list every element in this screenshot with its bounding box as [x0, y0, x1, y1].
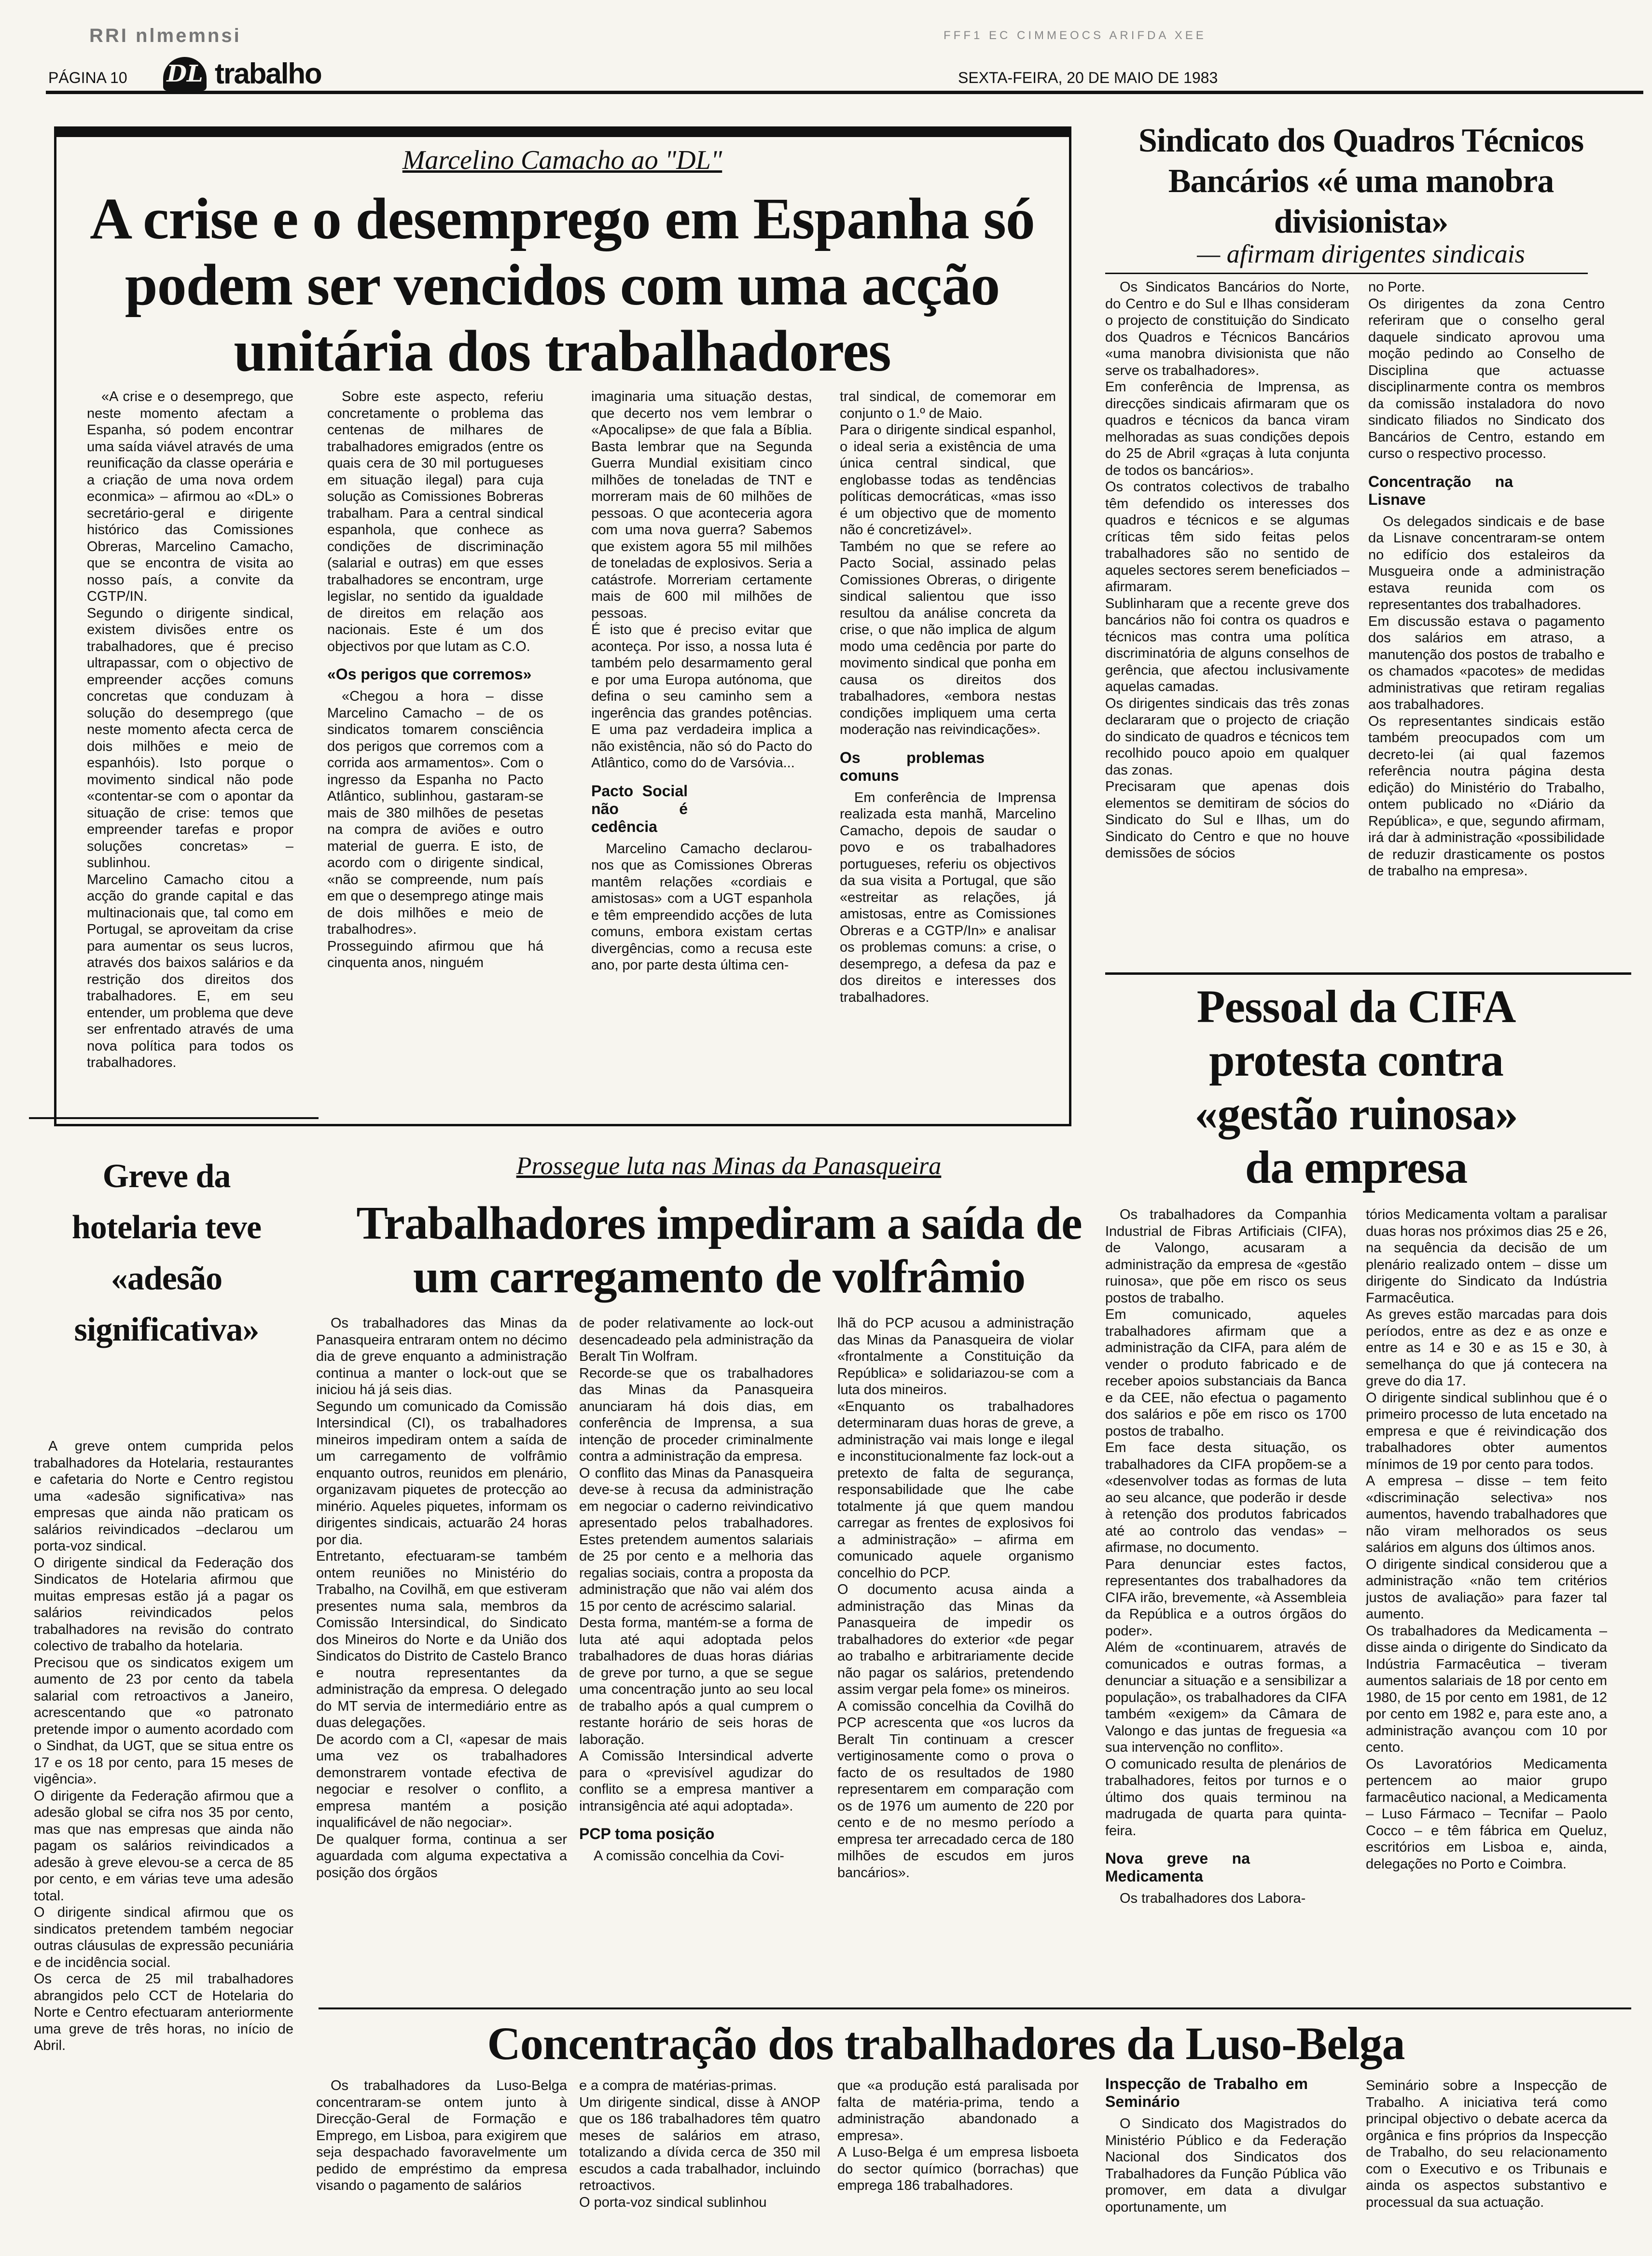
sindicato-subhead: — afirmam dirigentes sindicais [1197, 239, 1525, 268]
sindicato-headline: Sindicato dos Quadros Técnicos Bancários «é uma manobra divisionista» [1138, 122, 1584, 240]
lusobelga-col-3-text: que «a produção está paralisada por falta de matéria-prima, tendo a administração abandonado a empresa». A Luso-Belga é um empresa lisboeta do sector químico (borrachas) que emprega 186 trabalhadores. [837, 2078, 1079, 2193]
panasqueira-col-3 [837, 1315, 1074, 1991]
inspeccao-col-2-text: Seminário sobre a Inspecção de Trabalho. A iniciativa terá como principal objectivo o debate acerca da orgânica e fins próprios da Inspecção de Trabalho, do seu relacionamento com o Executivo e os Tribunais e ainda os aspectos substantivo e processual da sua actuação. [1366, 2078, 1607, 2210]
cifa-subhead-medicamenta: Nova greve na Medicamenta [1105, 1850, 1250, 1885]
top-strip-right: FFF1 EC CIMMEOCS ARIFDA XEE [944, 29, 1207, 42]
inspeccao-col-1-text: O Sindicato dos Magistrados do Ministério Público e da Federação Nacional dos Sindicatos dos Trabalhadores da Função Pública vão promover, em data a divulgar oportunamente, um [1105, 2116, 1347, 2215]
greve-top-rule [29, 1117, 319, 1119]
camacho-col-3 [591, 388, 812, 1103]
cifa-headline: Pessoal da CIFA protesta contra «gestão ruinosa» da empresa [1194, 981, 1518, 1193]
greve-headline: Greve da hotelaria teve «adesão significativa» [71, 1158, 262, 1348]
lusobelga-col-2 [579, 2077, 820, 2242]
inspeccao-subhead: Inspecção de Trabalho em Seminário [1105, 2075, 1308, 2110]
cifa-col-1-text-b: Os trabalhadores dos Labora- [1120, 1891, 1306, 1906]
panasqueira-col-2-text-a: de poder relativamente ao lock-out desencadeado pela administração da Beralt Tin Wolfram. Recorde-se que os trabalhadores das Minas da Panasqueira anunciaram há dois dias, em conferência de Imprensa, a sua intenção de proceder criminalmente contra a administração da empresa. O conflito das Minas da Panasqueira deve-se à recusa da administração em negociar o caderno reivindicativo apresentado pelos trabalhadores. Estes pretendem aumentos salariais de 25 por cento e a melhoria das regalias sociais, contra a proposta da administração que não vai além dos 15 por cento de acréscimo salarial. Desta forma, mantém-se a forma de luta até aqui adoptada pelos trabalhadores de duas horas diárias de greve por turno, a que se segue uma concentração junto ao seu local de trabalho após a qual cumprem o restante horário de seis horas de laboração. A Comissão Intersindical adverte para o «previsível agudizar do conflito se a empresa mantiver a intransigência até aqui adoptada». [579, 1315, 813, 1814]
panasqueira-col-2-text-b: A comissão concelhia da Covi- [594, 1848, 784, 1864]
camacho-headline: A crise e o desemprego em Espanha só podem ser vencidos com uma acção unitária dos trabalhadores [90, 186, 1035, 384]
sindicato-bottom-rule [1105, 972, 1631, 975]
lusobelga-col-3 [837, 2077, 1079, 2242]
sindicato-col-2 [1368, 279, 1605, 950]
panasqueira-col-1 [316, 1315, 567, 1991]
issue-date: SEXTA-FEIRA, 20 DE MAIO DE 1983 [958, 69, 1218, 86]
camacho-col-3-text-b: Marcelino Camacho declarou-nos que as Comissiones Obreras mantêm relações «cordiais e amistosas» com a UGT espanhola e têm empreendido acções de luta comuns, embora existam certas divergências, como a recusa este ano, por parte desta última cen- [591, 841, 812, 973]
camacho-col-3-text-a: imaginaria uma situação destas, que decerto nos vem lembrar o «Apocalipse» de que fala a Bíblia. Basta lembrar que na Segunda Guerra Mundial exisitiam cinco milhões de toneladas de TNT e morreram mais de 60 milhões de pessoas. O que aconteceria agora com uma nova guerra? Sabemos que existem agora 55 mil milhões de toneladas de explosivos. Seria a catástrofe. Morreriam certamente mais de 600 mil milhões de pessoas. É isto que é preciso evitar que aconteça. Por isso, a nossa luta é também pelo desarmamento geral e por uma Europa autónoma, que defina o seu caminho sem a ingerência das grandes potências. E uma paz verdadeira implica a não existência, não só do Pacto do Atlântico, como do de Varsóvia... [591, 389, 812, 771]
camacho-subhead-problemas: Os problemas comuns [840, 748, 985, 784]
camacho-col-1-text: «A crise e o desemprego, que neste momento afectam a Espanha, só podem encontrar uma saída viável através de uma reunificação da classe operária e a criação de uma nova ordem econmica» – afirmou ao «DL» o secretário-geral e dirigente histórico das Comissiones Obreras, Marcelino Camacho, que se encontra de visita ao nosso país, a convite da CGTP/IN. Segundo o dirigente sindical, existem divisões entre os trabalhadores, que é preciso ultrapassar, com o objectivo de empreender acções comuns concretas que conduzam à solução do desemprego (que neste momento afecta cerca de dois milhões e meio de espanhóis). Isto porque o movimento sindical não pode «contentar-se com o apontar da situação de crise: temos que empreender tarefas e propor soluções concretas» – sublinhou. Marcelino Camacho citou a acção do grande capital e das multinacionais que, tal como em Portugal, se aproveitam da crise para aumentar os seus lucros, através dos baixos salários e da restrição dos direitos dos trabalhadores. E, em seu entender, um problema que deve ser enfrentado através de uma nova política para todos os trabalhadores. [87, 389, 293, 1070]
lusobelga-col-2-text: e a compra de matérias-primas. Um dirigente sindical, disse à ANOP que os 186 trabalhadores têm quatro meses de salários em atraso, totalizando a dívida cerca de 350 mil escudos a cada trabalhador, incluindo retroactivos. O porta-voz sindical sublinhou [579, 2078, 820, 2210]
camacho-col-2 [327, 388, 543, 1103]
camacho-col-4-text-b: Em conferência de Imprensa realizada esta manhã, Marcelino Camacho, depois de saudar o povo e os trabalhadores portugueses, referiu os objectivos da sua visita a Portugal, que são «estreitar as relações, já amistosas, entre as Comissiones Obreras e a CGTP/In» e analisar os problemas comuns: a crise, o desemprego, a defesa da paz e dos direitos e interesses dos trabalhadores. [840, 789, 1056, 1005]
cifa-col-1 [1105, 1206, 1347, 1998]
panasqueira-col-2 [579, 1315, 813, 1991]
panasqueira-col-1-text: Os trabalhadores das Minas da Panasqueira entraram ontem no décimo dia de greve enquanto a administração continua a manter o lock-out que se iniciou há já seis dias. Segundo um comunicado da Comissão Intersindical (CI), os trabalhadores mineiros impediram ontem a saída de um carregamento de volfrâmio enquanto outros, reunidos em plenário, organizavam piquetes de protecção ao minério. Aqueles piquetes, informam os dirigentes sindicais, actuarão 24 horas por dia. Entretanto, efectuaram-se também ontem reuniões no Ministério do Trabalho, na Covilhã, em que estiveram presentes numa sala, membros da Comissão Intersindical, do Sindicato dos Mineiros do Norte e da União dos Sindicatos do Distrito de Castelo Branco e noutra representantes da administração da empresa. O delegado do MT servia de intermediário entre as duas delegações. De acordo com a CI, «apesar de mais uma vez os trabalhadores demonstrarem vontade efectiva de negociar e resolver o conflito, a empresa mantém a posição inqualificável de não negociar». De qualquer forma, continua a ser aguardada com alguma expectativa a posição dos órgãos [316, 1315, 567, 1881]
inspeccao-col-1 [1105, 2075, 1347, 2242]
lusobelga-headline: Concentração dos trabalhadores da Luso-Belga [487, 2018, 1405, 2069]
sindicato-col-1 [1105, 279, 1349, 950]
panasqueira-col-3-text: lhã do PCP acusou a administração das Minas da Panasqueira de violar «frontalmente a Constituição da República» e solidariazou-se com a luta dos mineiros. «Enquanto os trabalhadores determinaram duas horas de greve, a administração vai mais longe e ilegal e inconstitucionalmente faz lock-out a pretexto de falta de segurança, responsabilidade que lhe cabe totalmente já que quem mandou carregar as frentes de explosivos foi a administração» – afirma em comunicado aquele organismo concelhio do PCP. O documento acusa ainda a administração das Minas da Panasqueira de impedir os trabalhadores do exterior «de pegar ao trabalho e arbitrariamente decide não pagar os salários, pretendendo assim vergar pela fome» os mineiros. A comissão concelhia da Covilhã do PCP acrescenta que «os lucros da Beralt Tin continuam a crescer vertiginosamente como o prova o facto de os resultados de 1980 representarem em comparação com os de 1976 um aumento de 220 por cento e de no mesmo período a empresa ter arrecadado cerca de 180 milhões de escudos em juros bancários». [837, 1315, 1074, 1881]
greve-body-text: A greve ontem cumprida pelos trabalhadores da Hotelaria, restaurantes e cafetaria do Norte e Centro registou uma «adesão significativa» nas empresas que ainda não praticam os salários reivindicados –declarou um porta-voz sindical. O dirigente sindical da Federação dos Sindicatos de Hotelaria afirmou que muitas empresas estão já a pagar os salários reivindicados pelos trabalhadores na revisão do contrato colectivo de trabalho da hotelaria. Precisou que os sindicatos exigem um aumento de 23 por cento da tabela salarial com retroactivos a Janeiro, acrescentando que «o patronato pretende impor o aumento acordado com o Sindhat, da UGT, que se situa entre os 17 e os 18 por cento, para 15 meses de vigência». O dirigente da Federação afirmou que a adesão global se cifra nos 35 por cento, mas que nas empresas que ainda não pagam os salários reivindicados a adesão à greve elevou-se a cerca de 85 por cento, e em várias teve uma adesão total. O dirigente sindical afirmou que os sindicatos pretendem também negociar outras cláusulas de expressão pecuniária e de incidência social. Os cerca de 25 mil trabalhadores abrangidos pelo CCT de Hotelaria do Norte e Centro efectuaram anteriormente uma greve de três horas, no início de Abril. [34, 1439, 293, 2053]
top-strip-left: RRI nlmemnsi [89, 25, 241, 46]
page-number: PÁGINA 10 [48, 69, 127, 86]
dl-logo [163, 57, 207, 91]
camacho-col-2-text-a: Sobre este aspecto, referiu concretamente o problema das centenas de milhares de trabalhadores emigrados (entre os quais cera de 30 mil portugueses em situação ilegal) para cuja solução as Comissiones Bobreras trabalham. Para a central sindical espanhola, que conhece as condições de discriminação (salarial e outras) em que esses trabalhadores se encontram, urge legislar, no sentido da igualdade de direitos em relação aos nacionais. Este é um dos objectivos por que lutam as C.O. [327, 389, 543, 654]
sindicato-col-1-text: Os Sindicatos Bancários do Norte, do Centro e do Sul e Ilhas consideram o projecto de constituição do Sindicato dos Quadros e Técnicos Bancários «uma manobra divisionista que não serve os trabalhadores». Em conferência de Imprensa, as direcções sindicais afirmaram que os quadros e técnicos da banca viram melhoradas as suas condições depois do 25 de Abril «graças à luta conjunta de todos os bancários». Os contratos colectivos de trabalho têm defendido os interesses dos quadros e técnicos e se algumas críticas têm sido feitas pelos trabalhadores são no sentido de aqueles sectores serem beneficiados – afirmaram. Sublinharam que a recente greve dos bancários não foi contra os quadros e técnicos mas contra uma política discriminatória de alguns conselhos de gerência, que afectou inclusivamente aquelas camadas. Os dirigentes sindicais das três zonas declararam que o projecto de criação do sindicato de quadros e técnicos tem recolhido pouco apoio em qualquer das zonas. Precisaram que apenas dois elementos se demitiram de sócios do Sindicato do Sul e Ilhas, um do Sindicato do Centro e que no houve demissões de sócios [1105, 279, 1349, 861]
panasqueira-kicker: Prossegue luta nas Minas da Panasqueira [516, 1152, 942, 1180]
sindicato-col-2-text-a: no Porte. Os dirigentes da zona Centro referiram que o conselho geral daquele sindicato aprovou uma moção pedindo ao Conselho de Disciplina que actuasse disciplinarmente contra os membros da comissão instaladora do novo sindicato filiados no Sindicato dos Bancários de Centro, estando em curso o respectivo processo. [1368, 279, 1605, 461]
camacho-col-4-text-a: tral sindical, de comemorar em conjunto o 1.º de Maio. Para o dirigente sindical espanhol, o ideal seria a existência de uma única central sindical, que englobasse todas as tendências políticas democráticas, «mas isso é um objectivo que de momento não é concretizável». Também no que se refere ao Pacto Social, assinado pelas Comissiones Obreras, o dirigente sindical salientou que isso resultou da análise concreta da crise, o que não implica de algum modo uma cedência por parte do movimento sindical que ponha em causa os direitos dos trabalhadores, «embora nestas condições impliquem uma certa moderação nas reivindicações». [840, 389, 1056, 737]
inspeccao-col-2 [1366, 2077, 1607, 2242]
panasqueira-subhead-pcp: PCP toma posição [579, 1825, 715, 1842]
camacho-col-2-text-b: «Chegou a hora – disse Marcelino Camacho – de os sindicatos tomarem consciência dos perigos que corremos com a corrida aos armamentos». Com o ingresso da Espanha no Pacto Atlântico, sublinhou, gastaram-se mais de 380 milhões de pesetas na compra de aviões e outro material de guerra. E isto, de acordo com o dirigente sindical, «não se compreende, num país em que o desemprego atinge mais de dois milhões e meio de trabalhodres». Prosseguindo afirmou que há cinquenta anos, ninguém [327, 689, 543, 970]
camacho-subhead-perigos: «Os perigos que corremos» [327, 665, 532, 683]
lusobelga-col-1-text: Os trabalhadores da Luso-Belga concentraram-se ontem junto à Direcção-Geral de Formação e Emprego, em Lisboa, para exigirem que seja despachado favoravelmente um pedido de empréstimo da empresa visando o pagamento de salários [316, 2078, 567, 2193]
camacho-kicker: Marcelino Camacho ao "DL" [402, 145, 722, 175]
camacho-subhead-pacto: Pacto Social não é cedência [591, 782, 688, 835]
panasqueira-headline: Trabalhadores impediram a saída de um carregamento de volfrâmio [356, 1197, 1082, 1303]
masthead-rule [46, 91, 1643, 94]
dl-logo-letters: DL [167, 60, 203, 87]
section-title: trabalho [215, 57, 321, 90]
cifa-col-2-text: tórios Medicamenta voltam a paralisar duas horas nos próximos dias 25 e 26, na sequência da decisão de um plenário realizado ontem – disse um dirigente do Sindicato da Indústria Farmacêutica. As greves estão marcadas para dois períodos, entre as dez e as onze e entre as 14 e 30 e as 15 e 30, à semelhança do que já contecera na greve do dia 17. O dirigente sindical sublinhou que é o primeiro processo de luta encetado na empresa e que é reivindicação dos trabalhadores obter aumentos mínimos de 19 por cento para todos. A empresa – disse – tem feito «discriminação selectiva» nos aumentos, havendo trabalhadores que não viram melhorados os seus salários em alguns dos últimos anos. O dirigente sindical considerou que a administração «não tem critérios justos de avaliação» para fazer tal aumento. Os trabalhadores da Medicamenta – disse ainda o dirigente do Sindicato da Indústria Farmacêutica – tiveram aumentos salariais de 18 por cento em 1980, de 15 por cento em 1981, de 12 por cento em 1982 e, para este ano, a administração avançou com 10 por cento. Os Lavoratórios Medicamenta pertencem ao maior grupo farmacêutico nacional, a Medicamenta – Luso Fármaco – Tecnifar – Paolo Cocco – e têm fábrica em Queluz, escritórios em Lisboa e, ainda, delegações no Porto e Coimbra. [1366, 1207, 1607, 1872]
camacho-col-1 [87, 388, 293, 1103]
sindicato-top-rule [1105, 273, 1588, 274]
greve-body [34, 1438, 293, 2229]
camacho-col-4 [840, 388, 1056, 1103]
cifa-col-1-text-a: Os trabalhadores da Companhia Industrial de Fibras Artificiais (CIFA), de Valongo, acusaram a administração da empresa de «gestão ruinosa», que põe em risco os seus postos de trabalho. Em comunicado, aqueles trabalhadores afirmam que a administração da CIFA, para além de vender o produto fabricado e de receber apoios substanciais da Banca e da CEE, não efectua o pagamento dos salários e põe em risco os 1700 postos de trabalho. Em face desta situação, os trabalhadores da CIFA propõem-se a «desenvolver todas as formas de luta ao seu alcance, que poderão ir desde à retenção dos produtos fabricados até ao controlo das vendas» – afirmase, no documento. Para denunciar estes factos, representantes dos trabalhadores da CIFA irão, brevemente, «à Assembleia da República e a outros órgãos do poder». Além de «continuarem, através de comunicados e outras formas, a denunciar a situação e a sensibilizar a população», os trabalhadores da CIFA também «exigem» da Câmara de Valongo e das juntas de freguesia «a sua intervenção no conflito». O comunicado resulta de plenários de trabalhadores, feitos por turnos e o último dos quais terminou na madrugada de quarta para quinta-feira. [1105, 1207, 1347, 1839]
sindicato-col-2-text-b: Os delegados sindicais e de base da Lisnave concentraram-se ontem no edifício dos estaleiros da Musgueira onde a administração estava reunida com os representantes dos trabalhadores. Em discussão estava o pagamento dos salários em atraso, a manutenção dos postos de trabalho e os chamados «pacotes» de medidas administrativas que retiram regalias aos trabalhadores. Os representantes sindicais estão também preocupados com um decreto-lei (ai qual fazemos referência noutra página desta edição) do Ministério do Trabalho, ontem publicado no «Diário da República», e que, segundo afirmam, irá dar à administração «possibilidade de reduzir drasticamente os postos de trabalho na empresa». [1368, 513, 1605, 879]
sindicato-subhead-lisnave: Concentração na Lisnave [1368, 472, 1513, 508]
cifa-col-2 [1366, 1206, 1607, 1998]
lusobelga-col-1 [316, 2077, 567, 2242]
lusobelga-top-rule [319, 2007, 1631, 2009]
